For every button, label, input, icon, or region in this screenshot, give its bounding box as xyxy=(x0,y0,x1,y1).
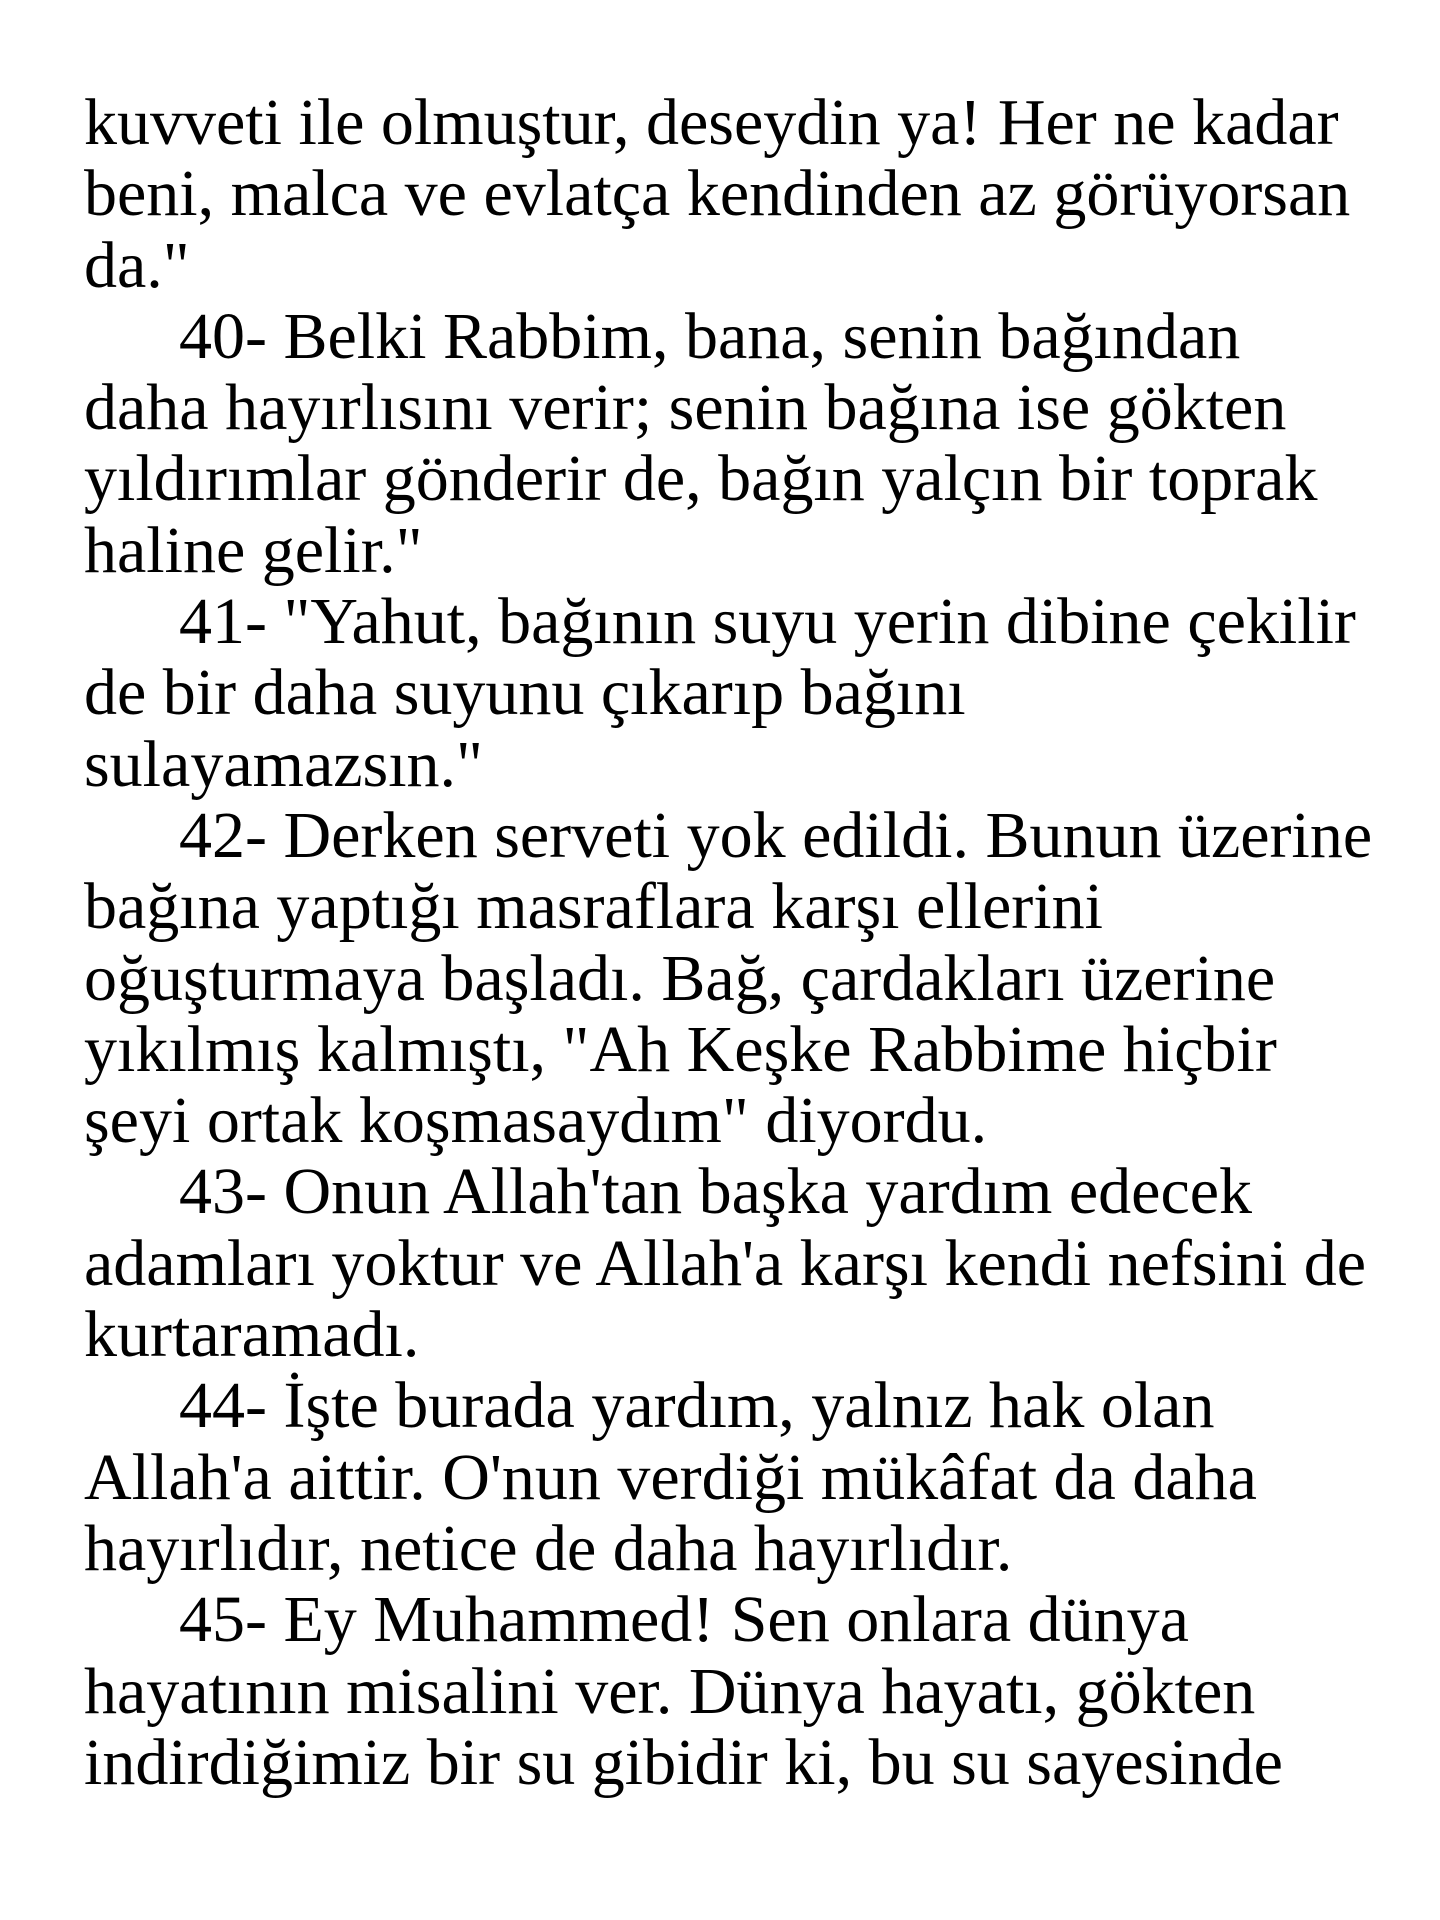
text-line: kuvveti ile olmuştur, deseydin ya! Her ne kadar xyxy=(84,86,1339,159)
text-line: kurtaramadı. xyxy=(84,1298,420,1372)
text-line: bağına yaptığı masraflara karşı ellerini xyxy=(84,870,1103,944)
text-line-first: 43- Onun Allah'tan başka yardım edecek xyxy=(179,1155,1253,1229)
text-line: Allah'a aittir. O'nun verdiği mükâfat da daha xyxy=(84,1440,1257,1514)
paragraph-verse-41 xyxy=(84,586,1440,800)
text-line-first: 44- İşte burada yardım, yalnız hak olan xyxy=(179,1369,1215,1443)
text-line: yıldırımlar gönderir de, bağın yalçın bir toprak xyxy=(84,442,1318,516)
paragraph-verse-42 xyxy=(84,800,1440,1156)
text-line-first: 42- Derken serveti yok edildi. Bunun üzerine xyxy=(179,798,1373,872)
text-line: yıkılmış kalmıştı, "Ah Keşke Rabbime hiçbir xyxy=(84,1012,1277,1086)
text-line: şeyi ortak koşmasaydım" diyordu. xyxy=(84,1084,988,1158)
text-line: adamları yoktur ve Allah'a karşı kendi nefsini de xyxy=(84,1226,1367,1300)
text-line-first: 40- Belki Rabbim, bana, senin bağından xyxy=(179,299,1241,373)
paragraph-verse-44 xyxy=(84,1370,1440,1584)
paragraph-continuation xyxy=(84,87,1440,301)
paragraph-verse-40 xyxy=(84,301,1440,586)
text-line: hayatının misalini ver. Dünya hayatı, gökten xyxy=(84,1654,1256,1728)
text-line: hayırlıdır, netice de daha hayırlıdır. xyxy=(84,1511,1013,1585)
text-line: daha hayırlısını verir; senin bağına ise gökten xyxy=(84,371,1287,445)
text-line: haline gelir." xyxy=(84,513,423,587)
text-line: beni, malca ve evlatça kendinden az görüyorsan xyxy=(84,157,1351,231)
text-line-first: 41- "Yahut, bağının suyu yerin dibine çekilir xyxy=(179,585,1356,659)
text-line: sulayamazsın." xyxy=(84,727,483,801)
text-line: de bir daha suyunu çıkarıp bağını xyxy=(84,656,966,730)
paragraph-verse-45 xyxy=(84,1584,1440,1798)
text-line-first: 45- Ey Muhammed! Sen onlara dünya xyxy=(179,1583,1189,1657)
text-line: indirdiğimiz bir su gibidir ki, bu su sayesinde xyxy=(84,1725,1283,1799)
text-line: oğuşturmaya başladı. Bağ, çardakları üzerine xyxy=(84,941,1276,1015)
text-line: da." xyxy=(84,228,190,302)
paragraph-verse-43 xyxy=(84,1156,1440,1370)
